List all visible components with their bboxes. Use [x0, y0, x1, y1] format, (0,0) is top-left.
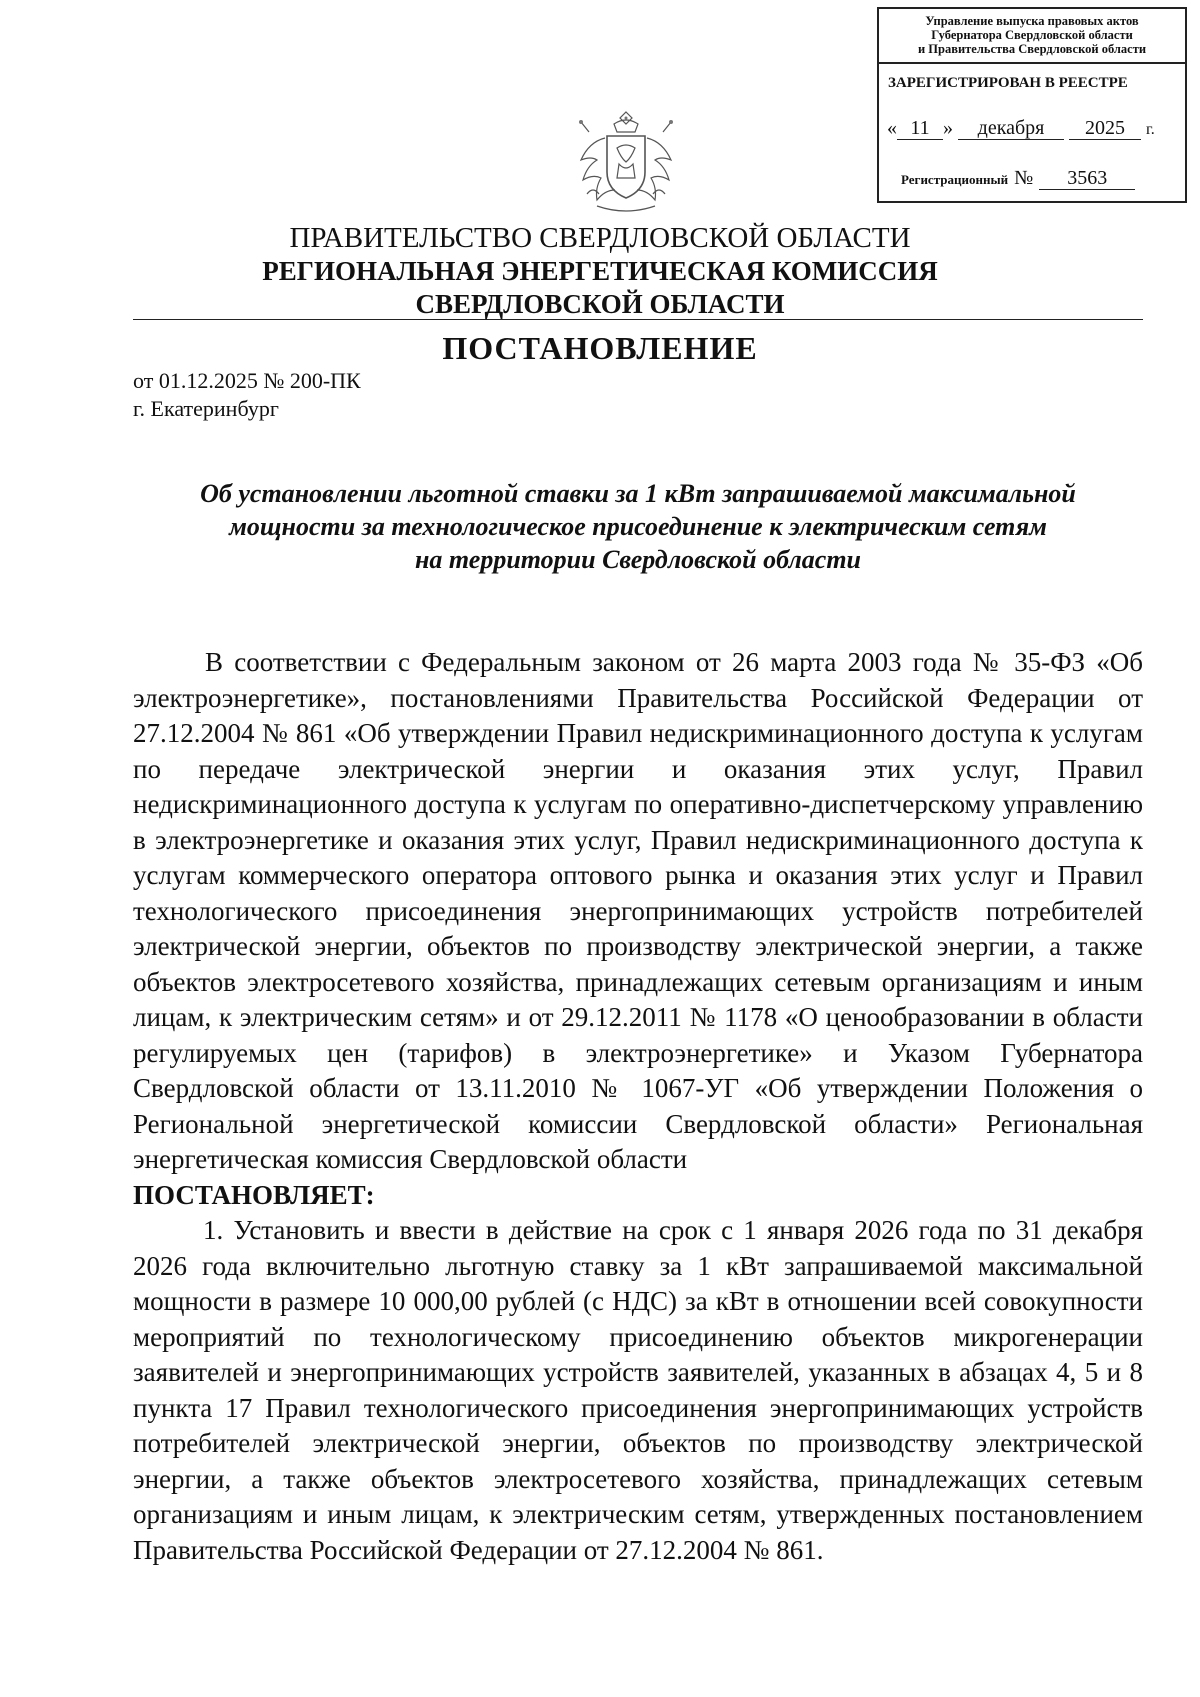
stamp-registered-label: ЗАРЕГИСТРИРОВАН В РЕЕСТРЕ [888, 75, 1128, 91]
document-title [133, 477, 1143, 576]
stamp-reg-label: Регистрационный [901, 172, 1009, 187]
stamp-month: декабря [958, 117, 1064, 140]
government-name: ПРАВИТЕЛЬСТВО СВЕРДЛОВСКОЙ ОБЛАСТИ [289, 222, 911, 254]
stamp-year: 2025 [1069, 117, 1141, 140]
stamp-year-suffix: г. [1146, 121, 1155, 138]
document-type: ПОСТАНОВЛЕНИЕ [442, 330, 758, 366]
title-line: мощности за технологическое присоединение к электрическим сетям [229, 512, 1047, 541]
stamp-number-value: 3563 [1039, 167, 1135, 190]
stamp-quote-close: » [943, 117, 953, 139]
commission-name-line2: СВЕРДЛОВСКОЙ ОБЛАСТИ [415, 289, 785, 319]
header-divider [133, 319, 1143, 320]
title-line: Об установлении льготной ставки за 1 кВт запрашиваемой максимальной [200, 479, 1076, 508]
stamp-reg-number [901, 167, 1135, 190]
resolves-heading: ПОСТАНОВЛЯЕТ: [133, 1179, 375, 1210]
preamble-paragraph: В соответствии с Федеральным законом от 26 марта 2003 года № 35-ФЗ «Об электроэнергетике», постановлениями Правительства Российской Федерации от 27.12.2004 № 861 «Об утверждении Правил недискриминационного доступа к услугам по передаче электрической энергии и оказания этих услуг, Правил недискриминационного доступа к услугам по оперативно-диспетчерскому управлению в электроэнергетике и оказания этих услуг, Правил недискриминационного доступа к услугам коммерческого оператора оптового рынка и оказания этих услуг и Правил технологического присоединения энергопринимающих устройств потребителей электрической энергии, объектов по производству электрической энергии, а также объектов электросетевого хозяйства, принадлежащих сетевым организациям и иным лицам, к электрическим сетям» и от 29.12.2011 № 1178 «О ценообразовании в области регулируемых цен (тарифов) в электроэнергетике» и Указом Губернатора Свердловской области от 13.11.2010 № 1067-УГ «Об утверждении Положения о Региональной энергетической комиссии Свердловской области» Региональная энергетическая комиссия Свердловской области [133, 647, 1143, 1174]
document-body [133, 645, 1143, 1568]
stamp-office-line: Губернатора Свердловской области [931, 28, 1133, 42]
title-line: на территории Свердловской области [414, 545, 862, 574]
stamp-office-line: Управление выпуска правовых актов [925, 14, 1139, 28]
registration-stamp [877, 7, 1187, 203]
document-city: г. Екатеринбург [133, 396, 279, 421]
stamp-number-sign: № [1014, 167, 1034, 189]
stamp-office-line: и Правительства Свердловской области [917, 42, 1147, 56]
item-1-paragraph: 1. Установить и ввести в действие на срок с 1 января 2026 года по 31 декабря 2026 года включительно льготную ставку за 1 кВт запрашиваемой максимальной мощности в размере 10 000,00 рублей (с НДС) за кВт в отношении всей совокупности мероприятий по технологическому присоединению объектов микрогенерации заявителей и энергопринимающих устройств заявителей, указанных в абзацах 4, 5 и 8 пункта 17 Правил технологического присоединения энергопринимающих устройств потребителей электрической энергии, объектов по производству электрической энергии, а также объектов электросетевого хозяйства, принадлежащих сетевым организациям и иным лицам, к электрическим сетям, утвержденных постановлением Правительства Российской Федерации от 27.12.2004 № 861. [133, 1215, 1143, 1565]
stamp-date [887, 117, 1155, 140]
stamp-quote-open: « [887, 117, 897, 139]
coat-of-arms-icon [567, 108, 685, 218]
stamp-office [879, 9, 1185, 64]
commission-name-line1: РЕГИОНАЛЬНАЯ ЭНЕРГЕТИЧЕСКАЯ КОМИССИЯ [262, 256, 938, 286]
stamp-day: 11 [897, 117, 943, 140]
document-date-number: от 01.12.2025 № 200-ПК [133, 368, 361, 393]
